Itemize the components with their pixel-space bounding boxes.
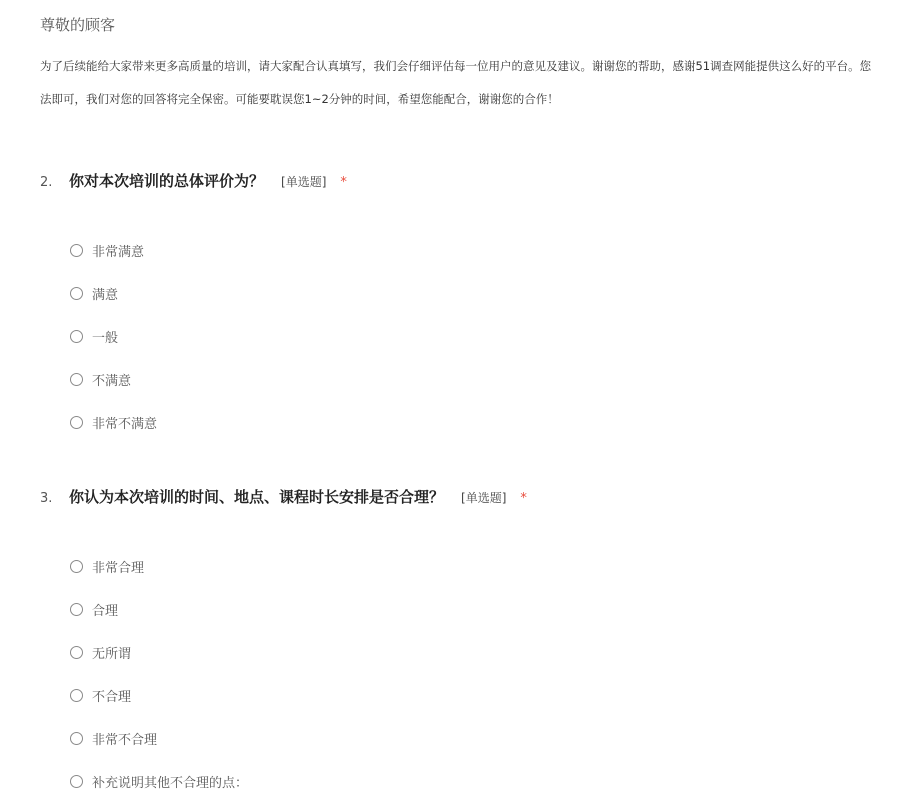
greeting-heading: 尊敬的顾客 [40,16,116,34]
question-type-tag: [单选题] [461,491,507,505]
option-neutral[interactable] [70,326,118,346]
option-label: 补充说明其他不合理的点： [92,775,249,791]
radio-button[interactable] [70,244,83,257]
option-satisfied[interactable] [70,283,118,303]
option-label: 非常不合理 [92,732,158,748]
radio-button[interactable] [70,373,83,386]
radio-button[interactable] [70,287,83,300]
option-other-explanation[interactable] [70,771,248,791]
radio-button[interactable] [70,330,83,343]
intro-text-line-2: 法即可，我们对您的回答将完全保密。可能要耽误您1~2分钟的时间，希望您能配合，谢谢您的合作！ [40,92,559,106]
option-dissatisfied[interactable] [70,369,131,389]
radio-button[interactable] [70,603,83,616]
question-type-tag: [单选题] [281,175,327,189]
option-label: 合理 [92,603,119,619]
question-2-title-row [40,170,347,191]
option-label: 不合理 [92,689,132,705]
option-label: 不满意 [92,373,132,389]
radio-button[interactable] [70,646,83,659]
radio-button[interactable] [70,689,83,702]
option-reasonable[interactable] [70,599,118,619]
question-title: 你对本次培训的总体评价为？ [69,172,265,190]
option-unreasonable[interactable] [70,685,131,705]
question-3-title-row [40,486,527,507]
option-very-reasonable[interactable] [70,556,144,576]
required-marker: * [520,491,527,506]
option-label: 非常满意 [92,244,145,260]
intro-text-line-1: 为了后续能给大家带来更多高质量的培训，请大家配合认真填写，我们会仔细评估每一位用户的意见及建议。谢谢您的帮助，感谢51调查网能提供这么好的平台。您 [40,59,872,73]
radio-button[interactable] [70,416,83,429]
radio-button[interactable] [70,775,83,788]
option-label: 非常不满意 [92,416,158,432]
option-very-satisfied[interactable] [70,240,144,260]
question-number: 2. [40,175,53,190]
option-label: 一般 [92,330,119,346]
option-very-dissatisfied[interactable] [70,412,157,432]
question-title: 你认为本次培训的时间、地点、课程时长安排是否合理？ [69,488,445,506]
question-number: 3. [40,491,53,506]
radio-button[interactable] [70,560,83,573]
option-label: 无所谓 [92,646,132,662]
radio-button[interactable] [70,732,83,745]
option-indifferent[interactable] [70,642,131,662]
option-very-unreasonable[interactable] [70,728,157,748]
required-marker: * [340,175,347,190]
option-label: 满意 [92,287,119,303]
option-label: 非常合理 [92,560,145,576]
